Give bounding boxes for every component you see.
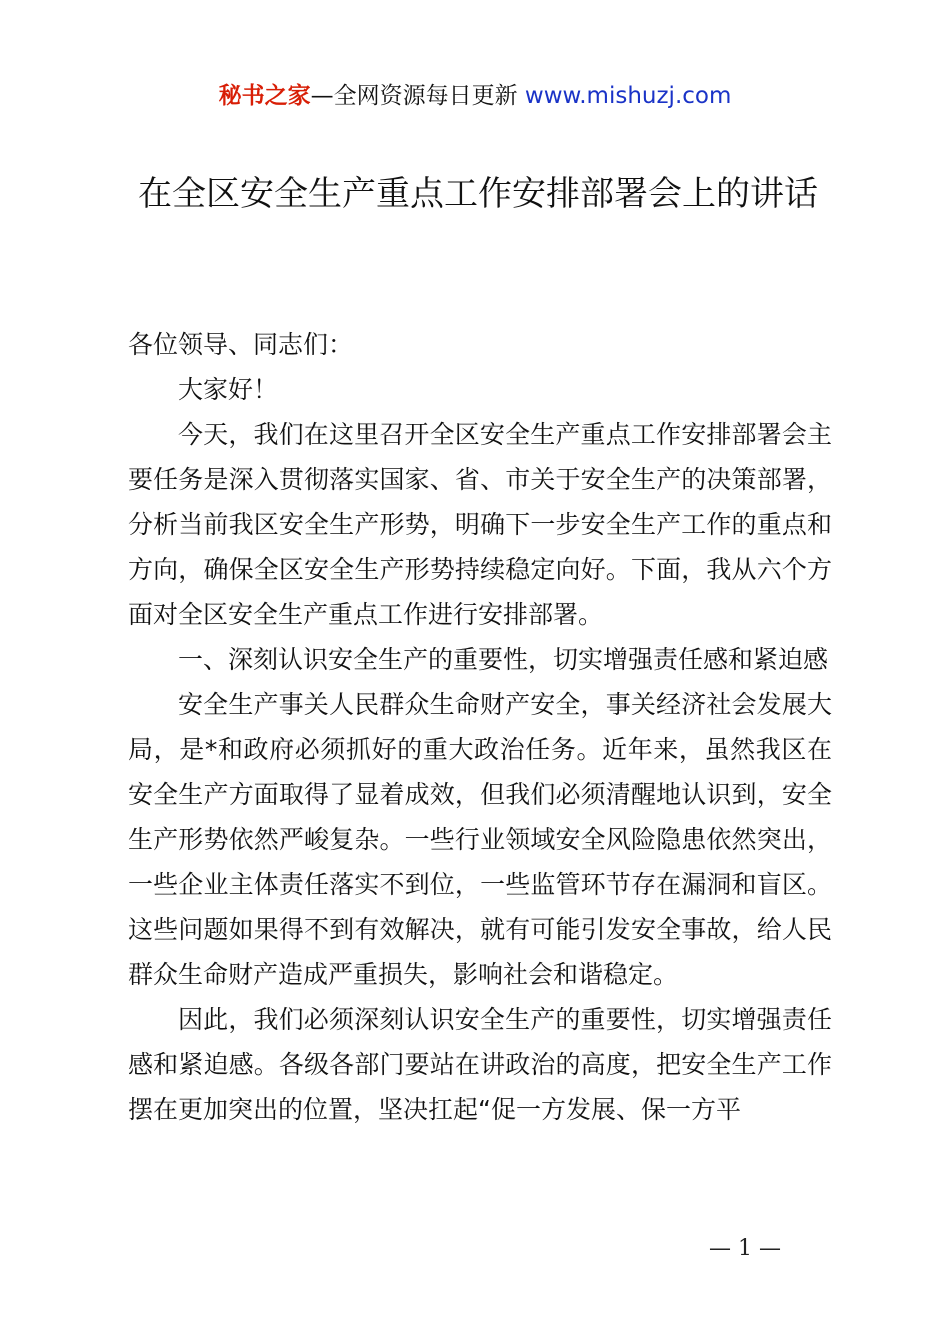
- site-url-link[interactable]: www.mishuzj.com: [524, 83, 732, 109]
- paragraph-body: 因此，我们必须深刻认识安全生产的重要性，切实增强责任感和紧迫感。各级各部门要站在讲政治的高度，把安全生产工作摆在更加突出的位置，坚决扛起“促一方发展、保一方平: [128, 1005, 832, 1124]
- salutation: 各位领导、同志们：: [128, 330, 354, 359]
- section-heading-1: 一、深刻认识安全生产的重要性，切实增强责任感和紧迫感: [178, 645, 829, 674]
- page-number: — 1 —: [709, 1236, 781, 1261]
- paragraph-body: 安全生产事关人民群众生命财产安全，事关经济社会发展大局，是*和政府必须抓好的重大政治任务。近年来，虽然我区在安全生产方面取得了显着成效，但我们必须清醒地认识到，安全生产形势依然严峻复杂。一些行业领域安全风险隐患依然突出，一些企业主体责任落实不到位，一些监管环节存在漏洞和盲区。这些问题如果得不到有效解决，就有可能引发安全事故，给人民群众生命财产造成严重损失，影响社会和谐稳定。: [128, 690, 832, 989]
- brand-name: 秘书之家: [218, 83, 311, 109]
- paragraph-intro: 今天，我们在这里召开全区安全生产重点工作安排部署会主要任务是深入贯彻落实国家、省、市关于安全生产的决策部署，分析当前我区安全生产形势，明确下一步安全生产工作的重点和方向，确保全区安全生产形势持续稳定向好。下面，我从六个方面对全区安全生产重点工作进行安排部署。: [128, 420, 832, 629]
- document-body: [128, 322, 832, 1132]
- paragraph-greeting: 大家好！: [178, 375, 279, 404]
- header-slogan: —全网资源每日更新: [310, 83, 518, 109]
- document-title: 在全区安全生产重点工作安排部署会上的讲话: [138, 174, 818, 214]
- site-header: [0, 80, 950, 112]
